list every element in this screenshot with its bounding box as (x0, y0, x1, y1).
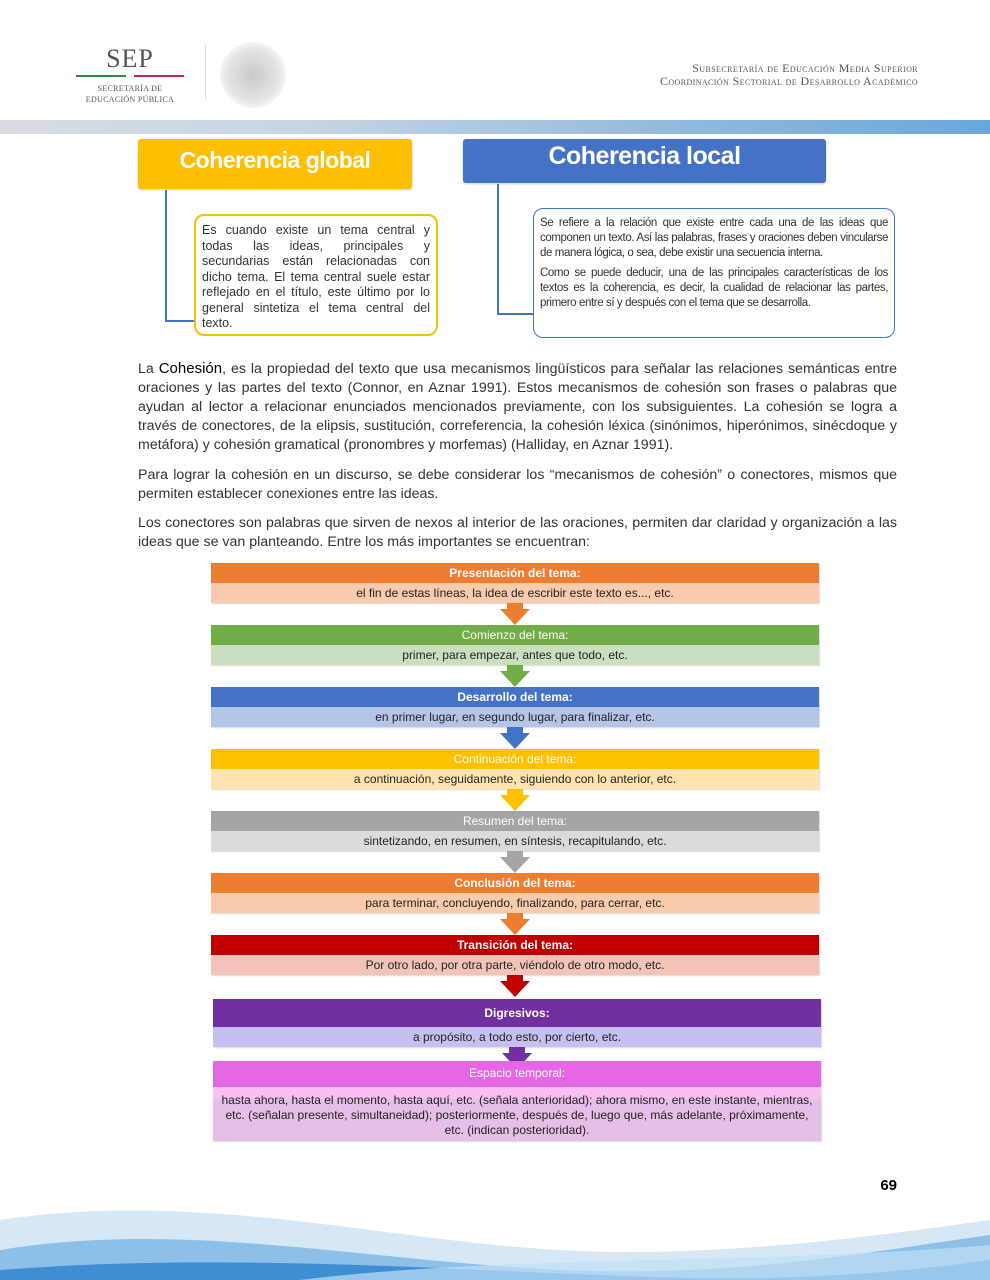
flow-step-title: Continuación del tema: (211, 749, 819, 769)
institution-line-1: Subsecretaría de Educación Media Superior (692, 61, 918, 75)
local-text-2: Como se puede deducir, una de las principales características de los textos es la coherencia, es decir, la cualidad de relacionar las partes, primero entre sí y después con el tema que se desarrolla. (540, 267, 888, 309)
flow-step-examples: para terminar, concluyendo, finalizando, para cerrar, etc. (211, 893, 819, 913)
flow-step (213, 1061, 821, 1141)
flow-step (211, 811, 819, 851)
sep-logo (70, 45, 190, 105)
logo-lines (70, 75, 190, 77)
flow-step-title: Digresivos: (213, 999, 821, 1027)
flow-step (211, 873, 819, 913)
flow-step-title: Espacio temporal: (213, 1061, 821, 1087)
flow-step-examples: sintetizando, en resumen, en síntesis, recapitulando, etc. (211, 831, 819, 851)
local-text-1: Se refiere a la relación que existe entre cada una de las ideas que componen un texto. Así las palabras, frases y oraciones deben vincularse de manera lógica, o sea, debe existir una secuencia interna. (540, 217, 888, 259)
flow-step (211, 625, 819, 665)
coherencia-global-box: Es cuando existe un tema central y todas las ideas, principales y secundarias están relacionadas con dicho tema. El tema central suele estar reflejado en el título, este último por lo general sintetiza el tema central del texto. (194, 214, 438, 336)
national-seal-icon (220, 42, 286, 108)
p1-prefix: La (138, 361, 159, 377)
coherencia-local-box (533, 208, 895, 338)
flow-step-title: Resumen del tema: (211, 811, 819, 831)
down-arrow-icon (500, 981, 530, 997)
flow-step (213, 999, 821, 1047)
flow-step-examples: hasta ahora, hasta el momento, hasta aquí, etc. (señala anterioridad); ahora mismo, en este instante, mientras, etc. (señalan presente, simultaneidad); posteriormente, después de, luego que, más adelante, próximamente, etc. (indican posterioridad). (213, 1087, 821, 1141)
institution-line-2: Coordinación Sectorial de Desarrollo Académico (659, 74, 918, 88)
flow-step (211, 563, 819, 603)
paragraph-conectores: Los conectores son palabras que sirven de nexos al interior de las oraciones, permiten dar claridad y organización a las ideas que se van planteando. Entre los más importantes se encuentran: (138, 515, 897, 550)
footer-waves (0, 1180, 990, 1280)
header-divider (205, 45, 206, 100)
p1-rest: , es la propiedad del texto que usa mecanismos lingüísticos para señalar las relaciones semánticas entre oraciones y las partes del texto (Connor, en Aznar 1991). Estos mecanismos de cohesión son frases o palabras que ayudan al lector a relacionar enunciados mencionados previamente, con los subsiguientes. La cohesión se logra a través de conectores, de la elipsis, sustitución, correferencia, la cohesión léxica (sinónimos, hiperónimos, sinécdoque y metáfora) y cohesión gramatical (pronombres y morfemas) (Halliday, en Aznar 1991). (138, 361, 897, 453)
logo-text: SEP (106, 44, 154, 73)
flow-step-examples: a continuación, seguidamente, siguiendo con lo anterior, etc. (211, 769, 819, 789)
flow-step-examples: el fin de estas líneas, la idea de escribir este texto es..., etc. (211, 583, 819, 603)
flow-step-title: Desarrollo del tema: (211, 687, 819, 707)
cohesion-term: Cohesión (158, 360, 223, 377)
flow-step-examples: en primer lugar, en segundo lugar, para finalizar, etc. (211, 707, 819, 727)
flow-step (211, 687, 819, 727)
flow-step-examples: Por otro lado, por otra parte, viéndolo de otro modo, etc. (211, 955, 819, 975)
flow-step-title: Presentación del tema: (211, 563, 819, 583)
flow-step-title: Conclusión del tema: (211, 873, 819, 893)
logo-subtitle-2: EDUCACIÓN PÚBLICA (85, 95, 175, 104)
down-arrow-icon (500, 671, 530, 687)
down-arrow-icon (500, 795, 530, 811)
down-arrow-icon (500, 857, 530, 873)
coherencia-local-title: Coherencia local (463, 139, 826, 183)
paragraph-cohesion (138, 359, 897, 455)
flow-step (211, 749, 819, 789)
flow-step (211, 935, 819, 975)
flow-step-examples: primer, para empezar, antes que todo, etc. (211, 645, 819, 665)
coherencia-global-title: Coherencia global (138, 139, 412, 189)
connector-line (165, 190, 197, 322)
header-institution (660, 62, 918, 88)
flow-step-title: Comienzo del tema: (211, 625, 819, 645)
down-arrow-icon (500, 919, 530, 935)
header-band (0, 120, 990, 134)
down-arrow-icon (500, 609, 530, 625)
flow-step-title: Transición del tema: (211, 935, 819, 955)
down-arrow-icon (500, 733, 530, 749)
logo-subtitle-1: SECRETARÍA DE (97, 84, 163, 93)
page-number: 69 (880, 1177, 897, 1194)
paragraph-mecanismos: Para lograr la cohesión en un discurso, se debe considerar los “mecanismos de cohesión” o conectores, mismos que permiten establecer conexiones entre las ideas. (138, 467, 897, 502)
flow-step-examples: a propósito, a todo esto, por cierto, etc. (213, 1027, 821, 1047)
